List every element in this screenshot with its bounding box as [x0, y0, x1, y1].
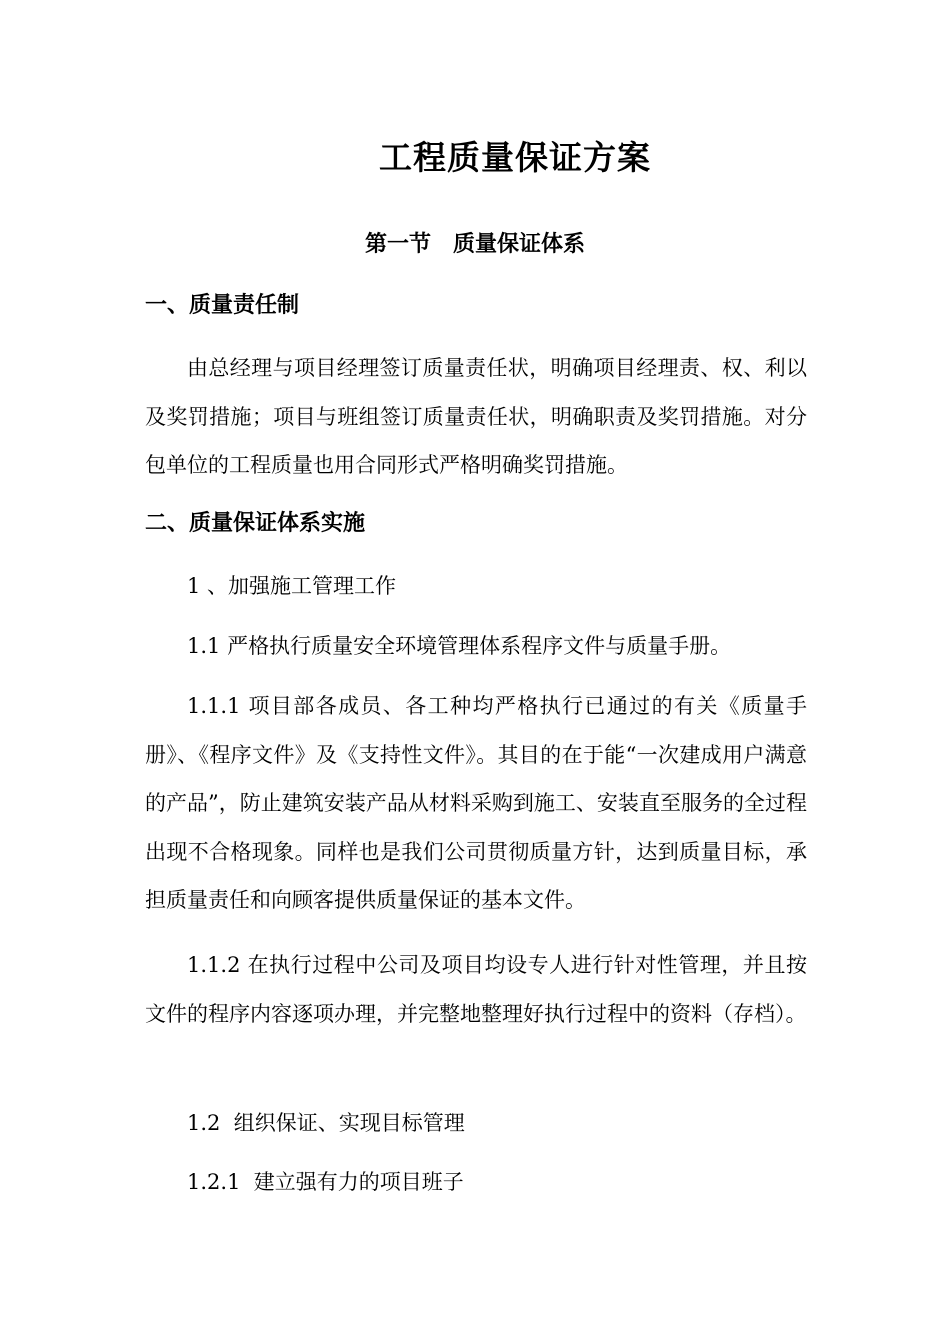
- item-strengthen-management: 1 、加强施工管理工作: [187, 574, 397, 598]
- section-title: 第一节 质量保证体系: [364, 231, 585, 257]
- item-1-1: 1.1 严格执行质量安全环境管理体系程序文件与质量手册。: [187, 634, 732, 658]
- item-1-2-1: 1.2.1 建立强有力的项目班子: [187, 1170, 464, 1194]
- heading-quality-responsibility: 一、质量责任制: [145, 292, 300, 318]
- item-1-2: 1.2 组织保证、实现目标管理: [187, 1111, 465, 1135]
- heading-system-implementation: 二、质量保证体系实施: [145, 510, 366, 536]
- paragraph-responsibility: 由总经理与项目经理签订质量责任状，明确项目经理责、权、利以及奖罚措施；项目与班组签订质量责任状，明确职责及奖罚措施。对分包单位的工程质量也用合同形式严格明确奖罚措施。: [145, 356, 807, 477]
- document-title: 工程质量保证方案: [379, 138, 651, 177]
- paragraph-1-1-2: 1.1.2 在执行过程中公司及项目均设专人进行针对性管理，并且按文件的程序内容逐项办理，并完整地整理好执行过程中的资料（存档）。: [145, 953, 807, 1026]
- paragraph-1-1-1: 1.1.1 项目部各成员、各工种均严格执行已通过的有关《质量手册》、《程序文件》及《支持性文件》。其目的在于能“一次建成用户满意的产品”，防止建筑安装产品从材料采购到施工、安装直至服务的全过程出现不合格现象。同样也是我们公司贯彻质量方针，达到质量目标，承担质量责任和向顾客提供质量保证的基本文件。: [145, 694, 807, 912]
